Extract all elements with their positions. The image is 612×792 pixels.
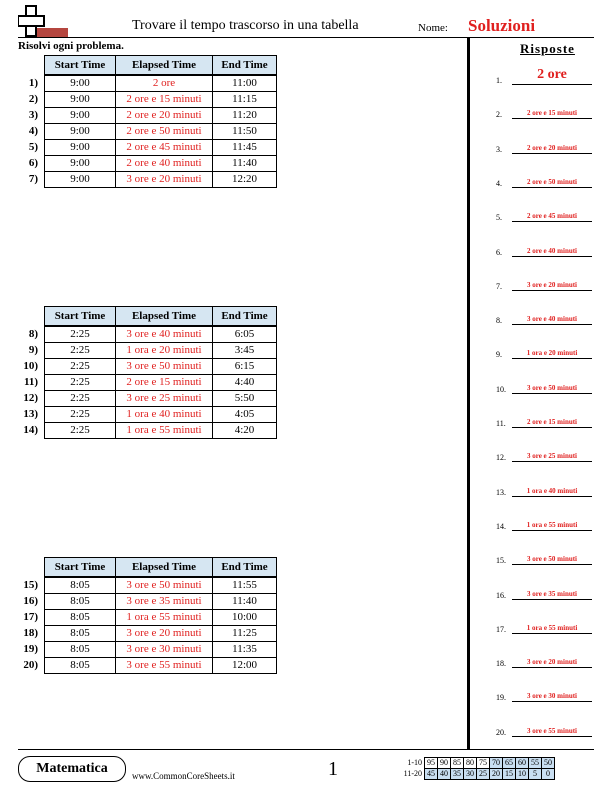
answer-item — [496, 378, 592, 396]
answer-text: 1 ora e 20 minuti — [512, 348, 592, 359]
score-cell: 65 — [503, 758, 516, 769]
end-time-cell: 11:50 — [213, 124, 277, 140]
start-time-cell: 9:00 — [45, 92, 116, 108]
score-row — [394, 769, 555, 780]
answer-item — [496, 206, 592, 224]
table-row — [14, 140, 277, 156]
answer-item — [496, 69, 592, 87]
header-divider — [18, 37, 594, 38]
answer-item — [496, 275, 592, 293]
answer-text: 2 ore e 50 minuti — [512, 177, 592, 188]
end-time-cell: 11:25 — [213, 626, 277, 642]
end-time-cell: 11:20 — [213, 108, 277, 124]
column-header: Elapsed Time — [116, 558, 213, 578]
answer-text: 3 ore e 50 minuti — [512, 554, 592, 565]
score-row-label: 1-10 — [407, 758, 422, 767]
elapsed-time-cell: 3 ore e 20 minuti — [116, 626, 213, 642]
start-time-cell: 8:05 — [45, 642, 116, 658]
column-header: End Time — [213, 56, 277, 76]
answer-number: 20. — [496, 727, 506, 737]
end-time-cell: 12:00 — [213, 658, 277, 674]
plus-logo-icon — [18, 4, 68, 38]
end-time-cell: 11:40 — [213, 156, 277, 172]
answer-text: 1 ora e 55 minuti — [512, 623, 592, 634]
end-time-cell: 12:20 — [213, 172, 277, 188]
score-cell: 80 — [464, 758, 477, 769]
name-label: Nome: — [418, 22, 448, 34]
score-cell: 50 — [542, 758, 555, 769]
table-row — [14, 108, 277, 124]
answer-text: 3 ore e 55 minuti — [512, 726, 592, 737]
score-cell: 25 — [477, 769, 490, 780]
elapsed-time-cell: 1 ora e 20 minuti — [116, 343, 213, 359]
end-time-cell: 6:05 — [213, 326, 277, 343]
answer-item — [496, 686, 592, 704]
answer-item — [496, 103, 592, 121]
answer-text: 1 ora e 40 minuti — [512, 486, 592, 497]
elapsed-time-cell: 3 ore e 20 minuti — [116, 172, 213, 188]
column-header: Start Time — [45, 307, 116, 327]
elapsed-time-cell: 1 ora e 40 minuti — [116, 407, 213, 423]
score-cell: 85 — [451, 758, 464, 769]
answer-item — [496, 412, 592, 430]
answer-item — [496, 721, 592, 739]
table-row — [14, 407, 277, 423]
end-time-cell: 4:05 — [213, 407, 277, 423]
score-cell: 95 — [425, 758, 438, 769]
problem-number: 8) — [28, 327, 38, 340]
problem-number: 14) — [23, 424, 38, 436]
column-header: Start Time — [45, 558, 116, 578]
problem-table-1 — [14, 55, 277, 188]
table-row — [14, 124, 277, 140]
instructions: Risolvi ogni problema. — [18, 40, 124, 52]
answer-item — [496, 138, 592, 156]
start-time-cell: 9:00 — [45, 124, 116, 140]
answer-item — [496, 172, 592, 190]
answer-number: 1. — [496, 76, 502, 85]
name-value: Soluzioni — [468, 16, 536, 35]
elapsed-time-cell: 2 ore e 15 minuti — [116, 375, 213, 391]
score-row-label: 11-20 — [403, 769, 422, 778]
table-row — [14, 75, 277, 92]
footer-divider — [18, 749, 594, 750]
answer-text: 3 ore e 35 minuti — [512, 589, 592, 600]
score-cell: 30 — [464, 769, 477, 780]
end-time-cell: 4:40 — [213, 375, 277, 391]
score-row — [394, 758, 555, 769]
problem-number: 10) — [23, 360, 38, 372]
site-url: www.CommonCoreSheets.it — [132, 771, 235, 781]
end-time-cell: 11:00 — [213, 75, 277, 92]
start-time-cell: 2:25 — [45, 343, 116, 359]
score-cell: 0 — [542, 769, 555, 780]
score-cell: 45 — [425, 769, 438, 780]
start-time-cell: 9:00 — [45, 108, 116, 124]
table-row — [14, 391, 277, 407]
problem-number: 1) — [28, 76, 38, 89]
answer-number: 10. — [496, 384, 506, 394]
elapsed-time-cell: 3 ore e 55 minuti — [116, 658, 213, 674]
elapsed-time-cell: 1 ora e 55 minuti — [116, 423, 213, 439]
answer-number: 9. — [496, 350, 502, 360]
problem-number: 11) — [23, 376, 38, 388]
answer-number: 15. — [496, 556, 506, 566]
table-header-row — [14, 558, 277, 578]
problem-number: 17) — [23, 611, 38, 623]
table-row — [14, 156, 277, 172]
column-header: End Time — [213, 558, 277, 578]
score-cell: 90 — [438, 758, 451, 769]
problem-number: 16) — [23, 595, 38, 607]
start-time-cell: 2:25 — [45, 359, 116, 375]
subject-badge: Matematica — [18, 756, 126, 782]
problem-number: 2) — [28, 93, 38, 105]
start-time-cell: 9:00 — [45, 156, 116, 172]
elapsed-time-cell: 3 ore e 40 minuti — [116, 326, 213, 343]
elapsed-time-cell: 2 ore e 15 minuti — [116, 92, 213, 108]
table-row — [14, 626, 277, 642]
answer-text: 3 ore e 25 minuti — [512, 451, 592, 462]
elapsed-time-cell: 3 ore e 30 minuti — [116, 642, 213, 658]
answer-text: 2 ore e 45 minuti — [512, 211, 592, 222]
column-header: Elapsed Time — [116, 307, 213, 327]
answer-number: 4. — [496, 178, 502, 188]
score-cell: 35 — [451, 769, 464, 780]
column-header: End Time — [213, 307, 277, 327]
problem-number: 4) — [28, 125, 38, 137]
start-time-cell: 2:25 — [45, 326, 116, 343]
answer-text: 3 ore e 40 minuti — [512, 314, 592, 325]
start-time-cell: 8:05 — [45, 577, 116, 594]
elapsed-time-cell: 1 ora e 55 minuti — [116, 610, 213, 626]
score-cell: 70 — [490, 758, 503, 769]
answer-text: 2 ore — [512, 66, 592, 85]
end-time-cell: 11:15 — [213, 92, 277, 108]
end-time-cell: 3:45 — [213, 343, 277, 359]
answer-text: 2 ore e 15 minuti — [512, 417, 592, 428]
score-cell: 55 — [529, 758, 542, 769]
answer-number: 2. — [496, 110, 502, 120]
table-header-row — [14, 56, 277, 76]
table-row — [14, 326, 277, 343]
column-header: Elapsed Time — [116, 56, 213, 76]
problem-number: 9) — [28, 344, 38, 356]
answer-number: 12. — [496, 453, 506, 463]
start-time-cell: 2:25 — [45, 407, 116, 423]
table-row — [14, 92, 277, 108]
answer-item — [496, 584, 592, 602]
elapsed-time-cell: 3 ore e 50 minuti — [116, 577, 213, 594]
score-cell: 15 — [503, 769, 516, 780]
elapsed-time-cell: 3 ore e 50 minuti — [116, 359, 213, 375]
problem-number: 15) — [23, 578, 38, 591]
problem-number: 13) — [23, 408, 38, 420]
score-cell: 20 — [490, 769, 503, 780]
end-time-cell: 11:35 — [213, 642, 277, 658]
table-row — [14, 172, 277, 188]
answer-item — [496, 549, 592, 567]
row-number-header — [14, 307, 45, 327]
answer-text: 3 ore e 20 minuti — [512, 280, 592, 291]
row-number-header — [14, 56, 45, 76]
problem-number: 7) — [28, 173, 38, 185]
problem-number: 12) — [23, 392, 38, 404]
elapsed-time-cell: 2 ore e 20 minuti — [116, 108, 213, 124]
score-cell: 10 — [516, 769, 529, 780]
answer-item — [496, 309, 592, 327]
answer-item — [496, 343, 592, 361]
answer-item — [496, 241, 592, 259]
answer-text: 3 ore e 50 minuti — [512, 383, 592, 394]
start-time-cell: 9:00 — [45, 75, 116, 92]
problem-number: 19) — [23, 643, 38, 655]
problem-number: 6) — [28, 157, 38, 169]
problem-table-3 — [14, 557, 277, 674]
answer-number: 16. — [496, 590, 506, 600]
answer-text: 2 ore e 40 minuti — [512, 246, 592, 257]
problem-number: 20) — [23, 659, 38, 671]
answer-item — [496, 515, 592, 533]
answer-column-divider — [467, 37, 470, 749]
start-time-cell: 8:05 — [45, 594, 116, 610]
answer-text: 1 ora e 55 minuti — [512, 520, 592, 531]
end-time-cell: 5:50 — [213, 391, 277, 407]
table-row — [14, 642, 277, 658]
answer-number: 17. — [496, 624, 506, 634]
answer-text: 2 ore e 20 minuti — [512, 143, 592, 154]
answer-number: 7. — [496, 281, 502, 291]
elapsed-time-cell: 2 ore e 40 minuti — [116, 156, 213, 172]
table-row — [14, 577, 277, 594]
answer-item — [496, 446, 592, 464]
answer-number: 5. — [496, 213, 502, 223]
start-time-cell: 9:00 — [45, 172, 116, 188]
start-time-cell: 9:00 — [45, 140, 116, 156]
table-row — [14, 375, 277, 391]
elapsed-time-cell: 2 ore e 50 minuti — [116, 124, 213, 140]
score-cell: 75 — [477, 758, 490, 769]
answer-item — [496, 652, 592, 670]
score-cell: 5 — [529, 769, 542, 780]
elapsed-time-cell: 2 ore e 45 minuti — [116, 140, 213, 156]
elapsed-time-cell: 2 ore — [116, 75, 213, 92]
table-row — [14, 594, 277, 610]
answer-number: 19. — [496, 693, 506, 703]
problem-number: 3) — [28, 109, 38, 121]
end-time-cell: 10:00 — [213, 610, 277, 626]
end-time-cell: 4:20 — [213, 423, 277, 439]
problem-number: 5) — [28, 141, 38, 153]
start-time-cell: 8:05 — [45, 610, 116, 626]
answers-title: Risposte — [520, 41, 575, 56]
answer-number: 14. — [496, 521, 506, 531]
page-number: 1 — [328, 758, 338, 780]
score-table — [394, 757, 555, 780]
end-time-cell: 11:45 — [213, 140, 277, 156]
answer-number: 3. — [496, 144, 502, 154]
answer-number: 11. — [496, 419, 506, 428]
table-row — [14, 343, 277, 359]
end-time-cell: 11:55 — [213, 577, 277, 594]
start-time-cell: 2:25 — [45, 391, 116, 407]
answer-number: 13. — [496, 487, 506, 497]
problem-table-2 — [14, 306, 277, 439]
answer-number: 18. — [496, 659, 506, 669]
answer-text: 3 ore e 20 minuti — [512, 657, 592, 668]
answer-item — [496, 618, 592, 636]
table-row — [14, 658, 277, 674]
worksheet-title: Trovare il tempo trascorso in una tabella — [132, 18, 359, 33]
answer-item — [496, 481, 592, 499]
answer-number: 8. — [496, 316, 502, 326]
answer-number: 6. — [496, 247, 502, 257]
problem-number: 18) — [23, 627, 38, 639]
start-time-cell: 8:05 — [45, 626, 116, 642]
score-cell: 60 — [516, 758, 529, 769]
end-time-cell: 6:15 — [213, 359, 277, 375]
column-header: Start Time — [45, 56, 116, 76]
elapsed-time-cell: 3 ore e 25 minuti — [116, 391, 213, 407]
end-time-cell: 11:40 — [213, 594, 277, 610]
answer-text: 2 ore e 15 minuti — [512, 108, 592, 119]
table-row — [14, 359, 277, 375]
score-cell: 40 — [438, 769, 451, 780]
start-time-cell: 2:25 — [45, 375, 116, 391]
start-time-cell: 2:25 — [45, 423, 116, 439]
start-time-cell: 8:05 — [45, 658, 116, 674]
elapsed-time-cell: 3 ore e 35 minuti — [116, 594, 213, 610]
row-number-header — [14, 558, 45, 578]
table-header-row — [14, 307, 277, 327]
answer-text: 3 ore e 30 minuti — [512, 691, 592, 702]
table-row — [14, 423, 277, 439]
table-row — [14, 610, 277, 626]
